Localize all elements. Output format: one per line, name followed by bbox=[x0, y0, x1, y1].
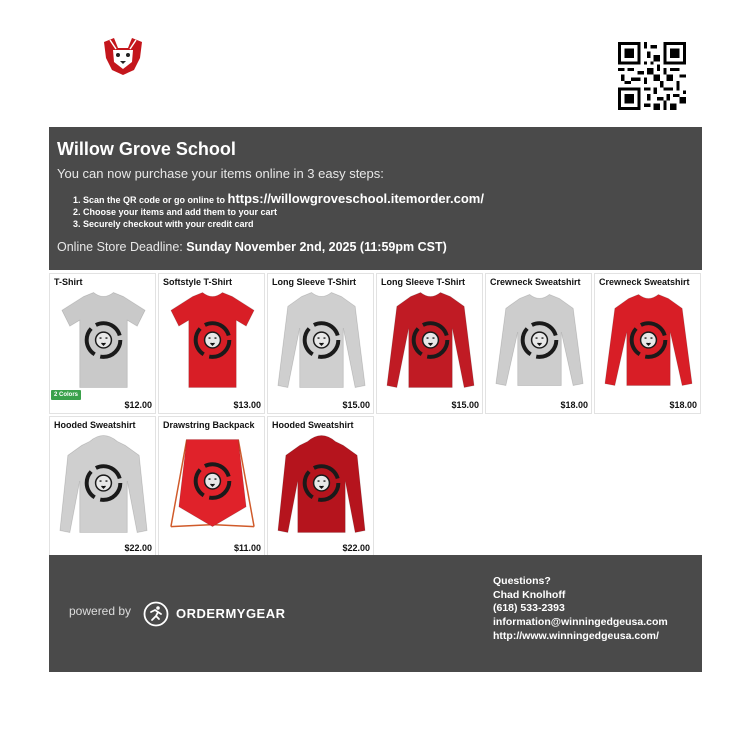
tshirt-product-image bbox=[163, 288, 262, 396]
contact-block bbox=[493, 575, 668, 644]
product-price: $18.00 bbox=[669, 400, 697, 410]
store-url-link[interactable]: https://willowgroveschool.itemorder.com/ bbox=[227, 191, 484, 206]
product-name[interactable]: Long Sleeve T-Shirt bbox=[272, 277, 357, 287]
wildcat-logo-icon bbox=[100, 36, 146, 76]
product-name[interactable]: T-Shirt bbox=[54, 277, 83, 287]
product-card[interactable] bbox=[376, 273, 483, 414]
sweatshirt-product-image bbox=[490, 288, 589, 396]
contact-website[interactable]: http://www.winningedgeusa.com/ bbox=[493, 629, 659, 642]
qr-code-icon[interactable] bbox=[618, 42, 686, 110]
color-options-badge: 2 Colors bbox=[51, 390, 81, 400]
product-price: $15.00 bbox=[451, 400, 479, 410]
step-2: 2. Choose your items and add them to your cart bbox=[83, 206, 694, 218]
ordermygear-brand: ORDERMYGEAR bbox=[176, 606, 286, 621]
product-name[interactable]: Hooded Sweatshirt bbox=[272, 420, 354, 430]
step-1-text: Scan the QR code or go online to bbox=[83, 195, 228, 205]
product-name[interactable]: Crewneck Sweatshirt bbox=[599, 277, 690, 287]
footer bbox=[49, 555, 702, 672]
contact-email[interactable]: information@winningedgeusa.com bbox=[493, 616, 668, 629]
product-price: $13.00 bbox=[233, 400, 261, 410]
product-card[interactable] bbox=[49, 273, 156, 414]
step-1 bbox=[83, 193, 694, 206]
powered-by-text: powered by bbox=[69, 604, 132, 618]
contact-phone: (618) 533-2393 bbox=[493, 602, 565, 615]
product-card[interactable] bbox=[267, 416, 374, 557]
longsleeve-product-image bbox=[381, 288, 480, 396]
product-card[interactable] bbox=[267, 273, 374, 414]
product-card[interactable] bbox=[158, 273, 265, 414]
product-card[interactable] bbox=[594, 273, 701, 414]
product-card[interactable] bbox=[49, 416, 156, 557]
deadline-label: Online Store Deadline: bbox=[57, 240, 187, 254]
hoodie-product-image bbox=[54, 431, 153, 539]
product-price: $15.00 bbox=[342, 400, 370, 410]
questions-label: Questions? bbox=[493, 575, 551, 587]
store-info-banner bbox=[49, 127, 702, 270]
store-deadline bbox=[57, 240, 694, 254]
product-price: $12.00 bbox=[124, 400, 152, 410]
longsleeve-product-image bbox=[272, 288, 371, 396]
deadline-value: Sunday November 2nd, 2025 (11:59pm CST) bbox=[186, 240, 447, 254]
product-card[interactable] bbox=[158, 416, 265, 557]
ordermygear-runner-icon bbox=[143, 601, 169, 627]
product-name[interactable]: Softstyle T-Shirt bbox=[163, 277, 233, 287]
school-title: Willow Grove School bbox=[57, 139, 236, 159]
product-price: $18.00 bbox=[560, 400, 588, 410]
backpack-product-image bbox=[163, 431, 262, 539]
product-name[interactable]: Long Sleeve T-Shirt bbox=[381, 277, 466, 287]
product-card[interactable] bbox=[485, 273, 592, 414]
steps-list bbox=[57, 193, 694, 230]
product-name[interactable]: Hooded Sweatshirt bbox=[54, 420, 136, 430]
product-name[interactable]: Drawstring Backpack bbox=[163, 420, 255, 430]
sweatshirt-product-image bbox=[599, 288, 698, 396]
contact-name: Chad Knolhoff bbox=[493, 588, 566, 601]
tshirt-product-image bbox=[54, 288, 153, 396]
product-price: $22.00 bbox=[342, 543, 370, 553]
hoodie-product-image bbox=[272, 431, 371, 539]
step-3: 3. Securely checkout with your credit card bbox=[83, 218, 694, 230]
product-name[interactable]: Crewneck Sweatshirt bbox=[490, 277, 581, 287]
product-price: $11.00 bbox=[233, 543, 261, 553]
product-price: $22.00 bbox=[124, 543, 152, 553]
intro-text: You can now purchase your items online in 3 easy steps: bbox=[57, 166, 384, 181]
